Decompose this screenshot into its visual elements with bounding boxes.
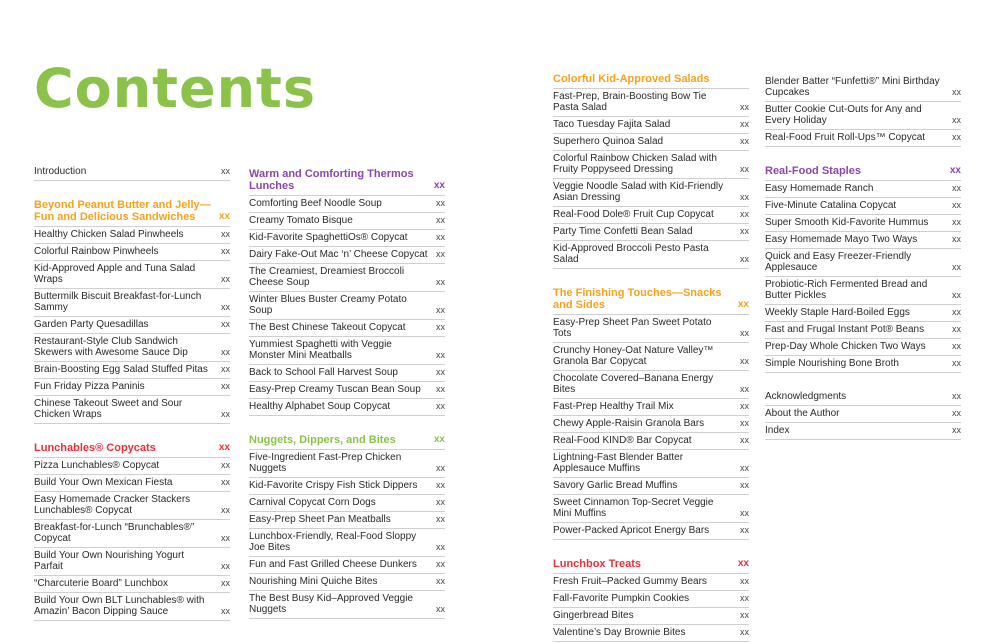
toc-entry[interactable] [249,292,445,320]
section-heading-staples[interactable] [765,163,961,181]
toc-entry[interactable] [249,591,445,619]
toc-entry[interactable] [249,196,445,213]
toc-entry[interactable] [249,365,445,382]
entry-title: “Charcuterie Board” Lunchbox [34,578,168,589]
section-list [765,181,961,373]
entry-title: Probiotic-Rich Fermented Bread and Butter Pickles [765,279,928,301]
toc-entry[interactable] [553,523,749,540]
toc-entry[interactable] [249,247,445,264]
page-number: xx [436,542,445,552]
section-title: Warm and Comforting Thermos Lunches [249,168,414,192]
section-heading-salads[interactable] [553,71,749,89]
toc-entry[interactable] [553,625,749,642]
entry-title: Introduction [34,166,87,177]
entry-title: The Creamiest, Dreamiest Broccoli Cheese Soup [249,266,405,288]
page-number: xx [740,401,749,411]
toc-entry[interactable] [765,215,961,232]
entry-title: Power-Packed Apricot Energy Bars [553,525,710,536]
entry-title: Simple Nourishing Bone Broth [765,358,899,369]
page-number: xx [740,384,749,394]
entry-title: Brain-Boosting Egg Salad Stuffed Pitas [34,364,208,375]
page-number: xx [952,115,961,125]
toc-entry[interactable] [249,495,445,512]
page-number: xx [221,381,230,391]
page-number: xx [436,350,445,360]
toc-entry[interactable] [553,495,749,523]
entry-title: Yummiest Spaghetti with Veggie Monster Mini Meatballs [249,339,392,361]
page-number: xx [436,305,445,315]
entry-title: Five-Minute Catalina Copycat [765,200,897,211]
entry-title: Winter Blues Buster Creamy Potato Soup [249,294,407,316]
entry-title: Colorful Rainbow Chicken Salad with Fruity Poppyseed Dressing [553,153,717,175]
section-heading-sandwiches[interactable] [34,197,230,227]
entry-title: Carnival Copycat Corn Dogs [249,497,376,508]
page-number: xx [952,307,961,317]
section-title: Lunchables® Copycats [34,442,156,454]
toc-entry[interactable] [765,74,961,102]
toc-entry[interactable] [553,574,749,591]
page-number: xx [436,604,445,614]
section-title: Beyond Peanut Butter and Jelly—Fun and Delicious Sandwiches [34,199,211,223]
page-number: xx [436,215,445,225]
page-number: xx [740,192,749,202]
entry-title: Fall-Favorite Pumpkin Cookies [553,593,690,604]
page-number: xx [221,460,230,470]
toc-entry[interactable] [765,356,961,373]
entry-title: Easy-Prep Sheet Pan Meatballs [249,514,391,525]
section-heading-treats[interactable] [553,556,749,574]
entry-title: Butter Cookie Cut-Outs for Any and Every Holiday [765,104,922,126]
entry-title: Chocolate Covered–Banana Energy Bites [553,373,714,395]
page-number: xx [740,593,749,603]
page-number: xx [952,217,961,227]
page-number: xx [952,358,961,368]
page-number: xx [221,166,230,176]
entry-title: Fast and Frugal Instant Pot® Beans [765,324,925,335]
page-number: xx [740,610,749,620]
toc-entry[interactable] [249,574,445,591]
entry-title: Build Your Own Nourishing Yogurt Parfait [34,550,185,572]
page-number: xx [952,341,961,351]
entry-title: Savory Garlic Bread Muffins [553,480,678,491]
section-list [553,574,749,642]
toc-entry[interactable] [765,339,961,356]
toc-entry[interactable] [249,213,445,230]
page-number: xx [221,364,230,374]
page-number: xx [436,384,445,394]
toc-entry[interactable] [34,576,230,593]
entry-title: Buttermilk Biscuit Breakfast-for-Lunch Sammy [34,291,202,313]
page-number: xx [952,408,961,418]
toc-entry[interactable] [765,232,961,249]
page-number: xx [436,559,445,569]
entry-title: Fun Friday Pizza Paninis [34,381,145,392]
page-number: xx [949,165,961,176]
page-number: xx [436,497,445,507]
entry-title: Healthy Chicken Salad Pinwheels [34,229,184,240]
entry-title: Build Your Own BLT Lunchables® with Amazin’ Bacon Dipping Sauce [34,595,205,617]
page-number: xx [952,87,961,97]
toc-entry[interactable] [765,277,961,305]
toc-entry[interactable] [553,478,749,495]
page-number: xx [737,558,749,569]
entry-title: Easy Homemade Cracker Stackers Lunchables® Copycat [34,494,191,516]
entry-title: Back to School Fall Harvest Soup [249,367,398,378]
toc-entry[interactable] [34,289,230,317]
toc-entry[interactable] [553,343,749,371]
toc-entry[interactable] [249,320,445,337]
toc-entry[interactable] [34,520,230,548]
section-title: The Finishing Touches—Snacks and Sides [553,287,722,311]
page-number: xx [740,418,749,428]
toc-entry[interactable] [553,315,749,343]
entry-title: Lightning-Fast Blender Batter Applesauce Muffins [553,452,684,474]
page-number: xx [952,391,961,401]
toc-entry[interactable] [553,134,749,151]
toc-column-2 [249,166,445,619]
toc-entry[interactable] [34,227,230,244]
page-number: xx [952,262,961,272]
page-number: xx [436,232,445,242]
page-number: xx [740,102,749,112]
toc-entry[interactable] [34,334,230,362]
entry-title: Taco Tuesday Fajita Salad [553,119,671,130]
toc-entry[interactable] [553,371,749,399]
page-title: Contents [34,57,317,120]
entry-title: Sweet Cinnamon Top-Secret Veggie Mini Muffins [553,497,714,519]
toc-entry[interactable] [765,423,961,440]
page-number: xx [436,249,445,259]
page-number: xx [740,119,749,129]
entry-title: Blender Batter “Funfetti®” Mini Birthday Cupcakes [765,76,940,98]
page-number: xx [436,277,445,287]
toc-entry[interactable] [553,450,749,478]
entry-title: Easy Homemade Mayo Two Ways [765,234,918,245]
page-number: xx [436,198,445,208]
toc-entry[interactable] [249,264,445,292]
page-number: xx [952,132,961,142]
toc-entry[interactable] [765,198,961,215]
page-number: xx [221,347,230,357]
entry-title: Easy-Prep Sheet Pan Sweet Potato Tots [553,317,712,339]
toc-column-1 [34,164,230,621]
toc-entry[interactable] [765,181,961,198]
page-number: xx [436,401,445,411]
page-number: xx [740,576,749,586]
toc-entry[interactable] [34,396,230,424]
entry-title: Garden Party Quesadillas [34,319,149,330]
page-number: xx [221,246,230,256]
page-number: xx [740,463,749,473]
page-number: xx [221,409,230,419]
page-number: xx [740,226,749,236]
entry-title: Kid-Favorite SpaghettiOs® Copycat [249,232,408,243]
section-list [249,450,445,619]
toc-entry[interactable] [34,458,230,475]
page-number: xx [952,183,961,193]
section-list [34,458,230,621]
entry-title: Real-Food Fruit Roll-Ups™ Copycat [765,132,926,143]
toc-entry[interactable] [34,317,230,334]
page-number: xx [740,525,749,535]
section-list [249,196,445,416]
entry-title: Five-Ingredient Fast-Prep Chicken Nuggets [249,452,402,474]
toc-entry[interactable] [765,305,961,322]
toc-entry[interactable] [34,548,230,576]
entry-title: Superhero Quinoa Salad [553,136,664,147]
page-number: xx [740,627,749,637]
entry-title: Easy Homemade Ranch [765,183,874,194]
entry-title: Veggie Noodle Salad with Kid-Friendly Asian Dressing [553,181,724,203]
section-heading-snacks[interactable] [553,285,749,315]
page-number: xx [952,290,961,300]
section-list [765,389,961,440]
toc-entry[interactable] [249,399,445,416]
page-number: xx [740,136,749,146]
page-number: xx [436,322,445,332]
page-number: xx [952,234,961,244]
page-number: xx [740,435,749,445]
toc-entry[interactable] [553,117,749,134]
toc-entry[interactable] [34,492,230,520]
entry-title: Weekly Staple Hard-Boiled Eggs [765,307,910,318]
page-number: xx [436,480,445,490]
toc-entry-introduction[interactable] [34,164,230,181]
toc-entry[interactable] [249,557,445,574]
page-number: xx [433,180,445,191]
entry-title: Comforting Beef Noodle Soup [249,198,382,209]
toc-entry[interactable] [553,608,749,625]
page-number: xx [221,229,230,239]
toc-entry[interactable] [553,416,749,433]
entry-title: Pizza Lunchables® Copycat [34,460,160,471]
section-list [553,315,749,540]
section-heading-nuggets[interactable] [249,432,445,450]
toc-entry[interactable] [553,241,749,269]
entry-title: About the Author [765,408,840,419]
toc-entry[interactable] [34,475,230,492]
toc-entry[interactable] [765,406,961,423]
page-number: xx [218,211,230,222]
entry-title: Super Smooth Kid-Favorite Hummus [765,217,929,228]
entry-title: Prep-Day Whole Chicken Two Ways [765,341,926,352]
page-number: xx [952,200,961,210]
toc-entry[interactable] [553,207,749,224]
toc-column-4 [765,74,961,440]
page-number: xx [221,533,230,543]
page-number: xx [221,274,230,284]
entry-title: Kid-Approved Apple and Tuna Salad Wraps [34,263,196,285]
section-title: Colorful Kid-Approved Salads [553,73,710,85]
entry-title: Party Time Confetti Bean Salad [553,226,693,237]
toc-entry[interactable] [34,379,230,396]
toc-entry[interactable] [765,389,961,406]
page-number: xx [740,508,749,518]
page-number: xx [221,578,230,588]
section-list [765,74,961,147]
page-number: xx [221,302,230,312]
page-number: xx [436,576,445,586]
toc-entry[interactable] [765,249,961,277]
section-list [553,89,749,269]
page-number: xx [436,463,445,473]
page-number: xx [740,209,749,219]
entry-title: Fun and Fast Grilled Cheese Dunkers [249,559,417,570]
toc-entry[interactable] [34,244,230,261]
entry-title: Dairy Fake-Out Mac ‘n’ Cheese Copycat [249,249,428,260]
toc-entry[interactable] [553,89,749,117]
entry-title: Acknowledgments [765,391,847,402]
page-number: xx [740,356,749,366]
page-number: xx [740,164,749,174]
toc-entry[interactable] [34,261,230,289]
entry-title: Valentine’s Day Brownie Bites [553,627,686,638]
toc-entry[interactable] [553,224,749,241]
page-number: xx [740,480,749,490]
page-number: xx [436,367,445,377]
entry-title: Fast-Prep, Brain-Boosting Bow Tie Pasta Salad [553,91,707,113]
entry-title: Kid-Favorite Crispy Fish Stick Dippers [249,480,418,491]
toc-entry[interactable] [249,478,445,495]
page-number: xx [221,561,230,571]
entry-title: Index [765,425,790,436]
entry-title: Nourishing Mini Quiche Bites [249,576,378,587]
toc-entry[interactable] [249,382,445,399]
entry-title: Fresh Fruit–Packed Gummy Bears [553,576,707,587]
entry-title: Easy-Prep Creamy Tuscan Bean Soup [249,384,421,395]
page-number: xx [221,319,230,329]
page-number: xx [740,328,749,338]
toc-entry[interactable] [249,230,445,247]
page-number: xx [737,299,749,310]
entry-title: The Best Chinese Takeout Copycat [249,322,406,333]
entry-title: Chewy Apple-Raisin Granola Bars [553,418,705,429]
entry-title: Healthy Alphabet Soup Copycat [249,401,391,412]
toc-entry[interactable] [765,102,961,130]
section-heading-thermos[interactable] [249,166,445,196]
entry-title: Quick and Easy Freezer-Friendly Applesauce [765,251,912,273]
entry-title: Restaurant-Style Club Sandwich Skewers with Awesome Sauce Dip [34,336,188,358]
toc-entry[interactable] [249,337,445,365]
page-number: xx [952,324,961,334]
toc-column-3 [553,71,749,642]
page-number: xx [436,514,445,524]
toc-entry[interactable] [34,593,230,621]
section-heading-lunchables[interactable] [34,440,230,458]
entry-title: Fast-Prep Healthy Trail Mix [553,401,674,412]
page-number: xx [221,606,230,616]
toc-entry[interactable] [34,362,230,379]
entry-title: Chinese Takeout Sweet and Sour Chicken Wraps [34,398,183,420]
toc-entry[interactable] [765,130,961,147]
toc-entry[interactable] [765,322,961,339]
section-title: Nuggets, Dippers, and Bites [249,434,396,446]
toc-entry[interactable] [249,529,445,557]
toc-entry[interactable] [553,433,749,450]
toc-entry[interactable] [553,591,749,608]
entry-title: Lunchbox-Friendly, Real-Food Sloppy Joe Bites [249,531,417,553]
toc-entry[interactable] [553,151,749,179]
entry-title: Colorful Rainbow Pinwheels [34,246,159,257]
entry-title: Kid-Approved Broccoli Pesto Pasta Salad [553,243,709,265]
page-number: xx [740,254,749,264]
entry-title: Breakfast-for-Lunch “Brunchables®” Copycat [34,522,195,544]
section-title: Real-Food Staples [765,165,861,177]
page-number: xx [221,477,230,487]
entry-title: Creamy Tomato Bisque [249,215,353,226]
page-number: xx [218,442,230,453]
section-list [34,227,230,424]
toc-entry[interactable] [249,512,445,529]
page-number: xx [433,434,445,445]
page-number: xx [221,505,230,515]
toc-entry[interactable] [553,179,749,207]
entry-title: Real-Food KIND® Bar Copycat [553,435,692,446]
page-number: xx [952,425,961,435]
entry-title: Gingerbread Bites [553,610,634,621]
entry-title: Crunchy Honey-Oat Nature Valley™ Granola Bar Copycat [553,345,714,367]
entry-title: The Best Busy Kid–Approved Veggie Nuggets [249,593,413,615]
section-title: Lunchbox Treats [553,558,642,570]
entry-title: Real-Food Dole® Fruit Cup Copycat [553,209,714,220]
toc-entry[interactable] [249,450,445,478]
toc-entry[interactable] [553,399,749,416]
entry-title: Build Your Own Mexican Fiesta [34,477,173,488]
